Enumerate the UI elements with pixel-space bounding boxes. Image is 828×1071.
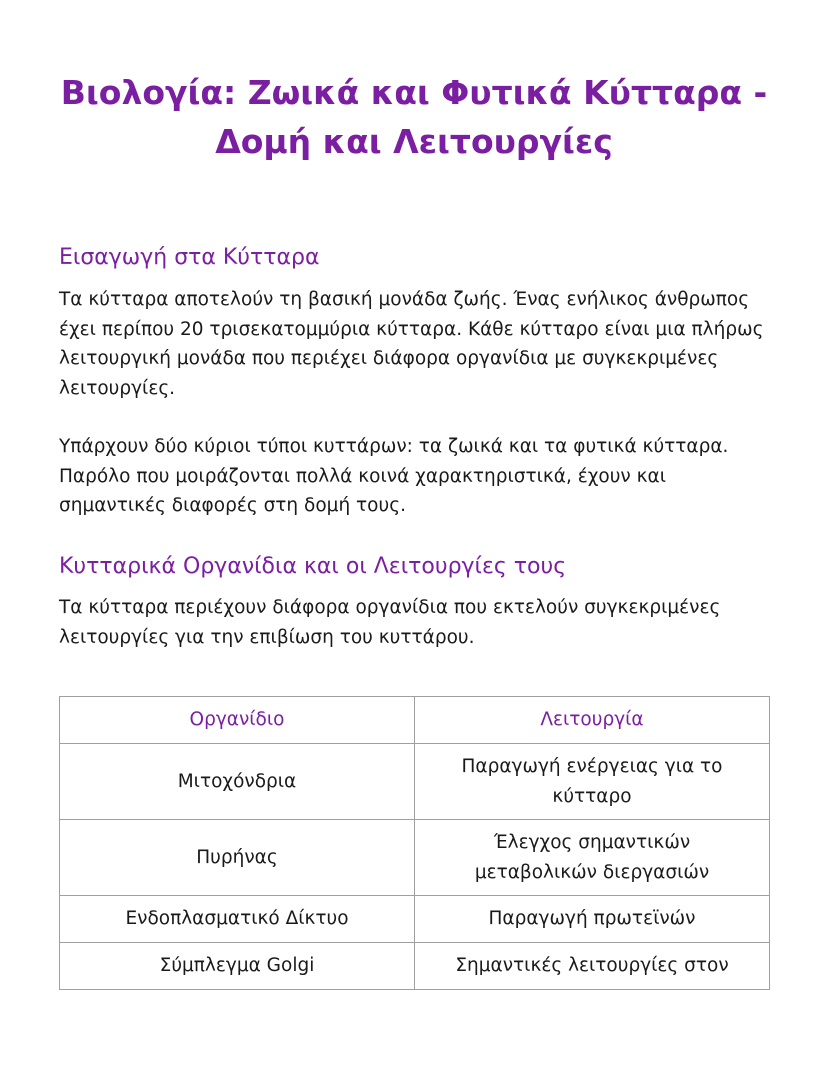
table-cell: Παραγωγή ενέργειας για το κύτταρο [415,744,770,820]
table-cell: Ενδοπλασματικό Δίκτυο [60,896,415,943]
table-header-row [60,697,770,744]
table-row [60,744,770,820]
section-heading-intro: Εισαγωγή στα Κύτταρα [59,245,320,270]
table-row [60,943,770,990]
table-cell: Μιτοχόνδρια [60,744,415,820]
header-organelle: Οργανίδιο [60,697,415,744]
header-function: Λειτουργία [415,697,770,744]
intro-paragraph-1: Τα κύτταρα αποτελούν τη βασική μονάδα ζωής. Ένας ενήλικος άνθρωπος έχει περίπου 20 τρισεκατομμύρια κύτταρα. Κάθε κύτταρο είναι μια πλήρως λειτουργική μονάδα που περιέχει διάφορα οργανίδια με συγκεκριμένες λειτουργίες. [59,289,764,399]
table-cell: Σύμπλεγμα Golgi [60,943,415,990]
section-heading-organelles: Κυτταρικά Οργανίδια και οι Λειτουργίες τους [59,554,567,579]
table-cell: Παραγωγή πρωτεϊνών [415,896,770,943]
organelles-table [59,696,770,990]
intro-paragraph-2: Υπάρχουν δύο κύριοι τύποι κυττάρων: τα ζωικά και τα φυτικά κύτταρα. Παρόλο που μοιράζονται πολλά κοινά χαρακτηριστικά, έχουν και σημαντικές διαφορές στη δομή τους. [59,436,729,516]
table-cell: Έλεγχος σημαντικών μεταβολικών διεργασιών [415,820,770,896]
page-title: Βιολογία: Ζωικά και Φυτικά Κύτταρα - Δομή και Λειτουργίες [60,73,768,161]
table-cell: Σημαντικές λειτουργίες στον [415,943,770,990]
table-row [60,820,770,896]
table-row [60,896,770,943]
table-cell: Πυρήνας [60,820,415,896]
organelles-paragraph: Τα κύτταρα περιέχουν διάφορα οργανίδια που εκτελούν συγκεκριμένες λειτουργίες για την επιβίωση του κυττάρου. [59,597,721,648]
